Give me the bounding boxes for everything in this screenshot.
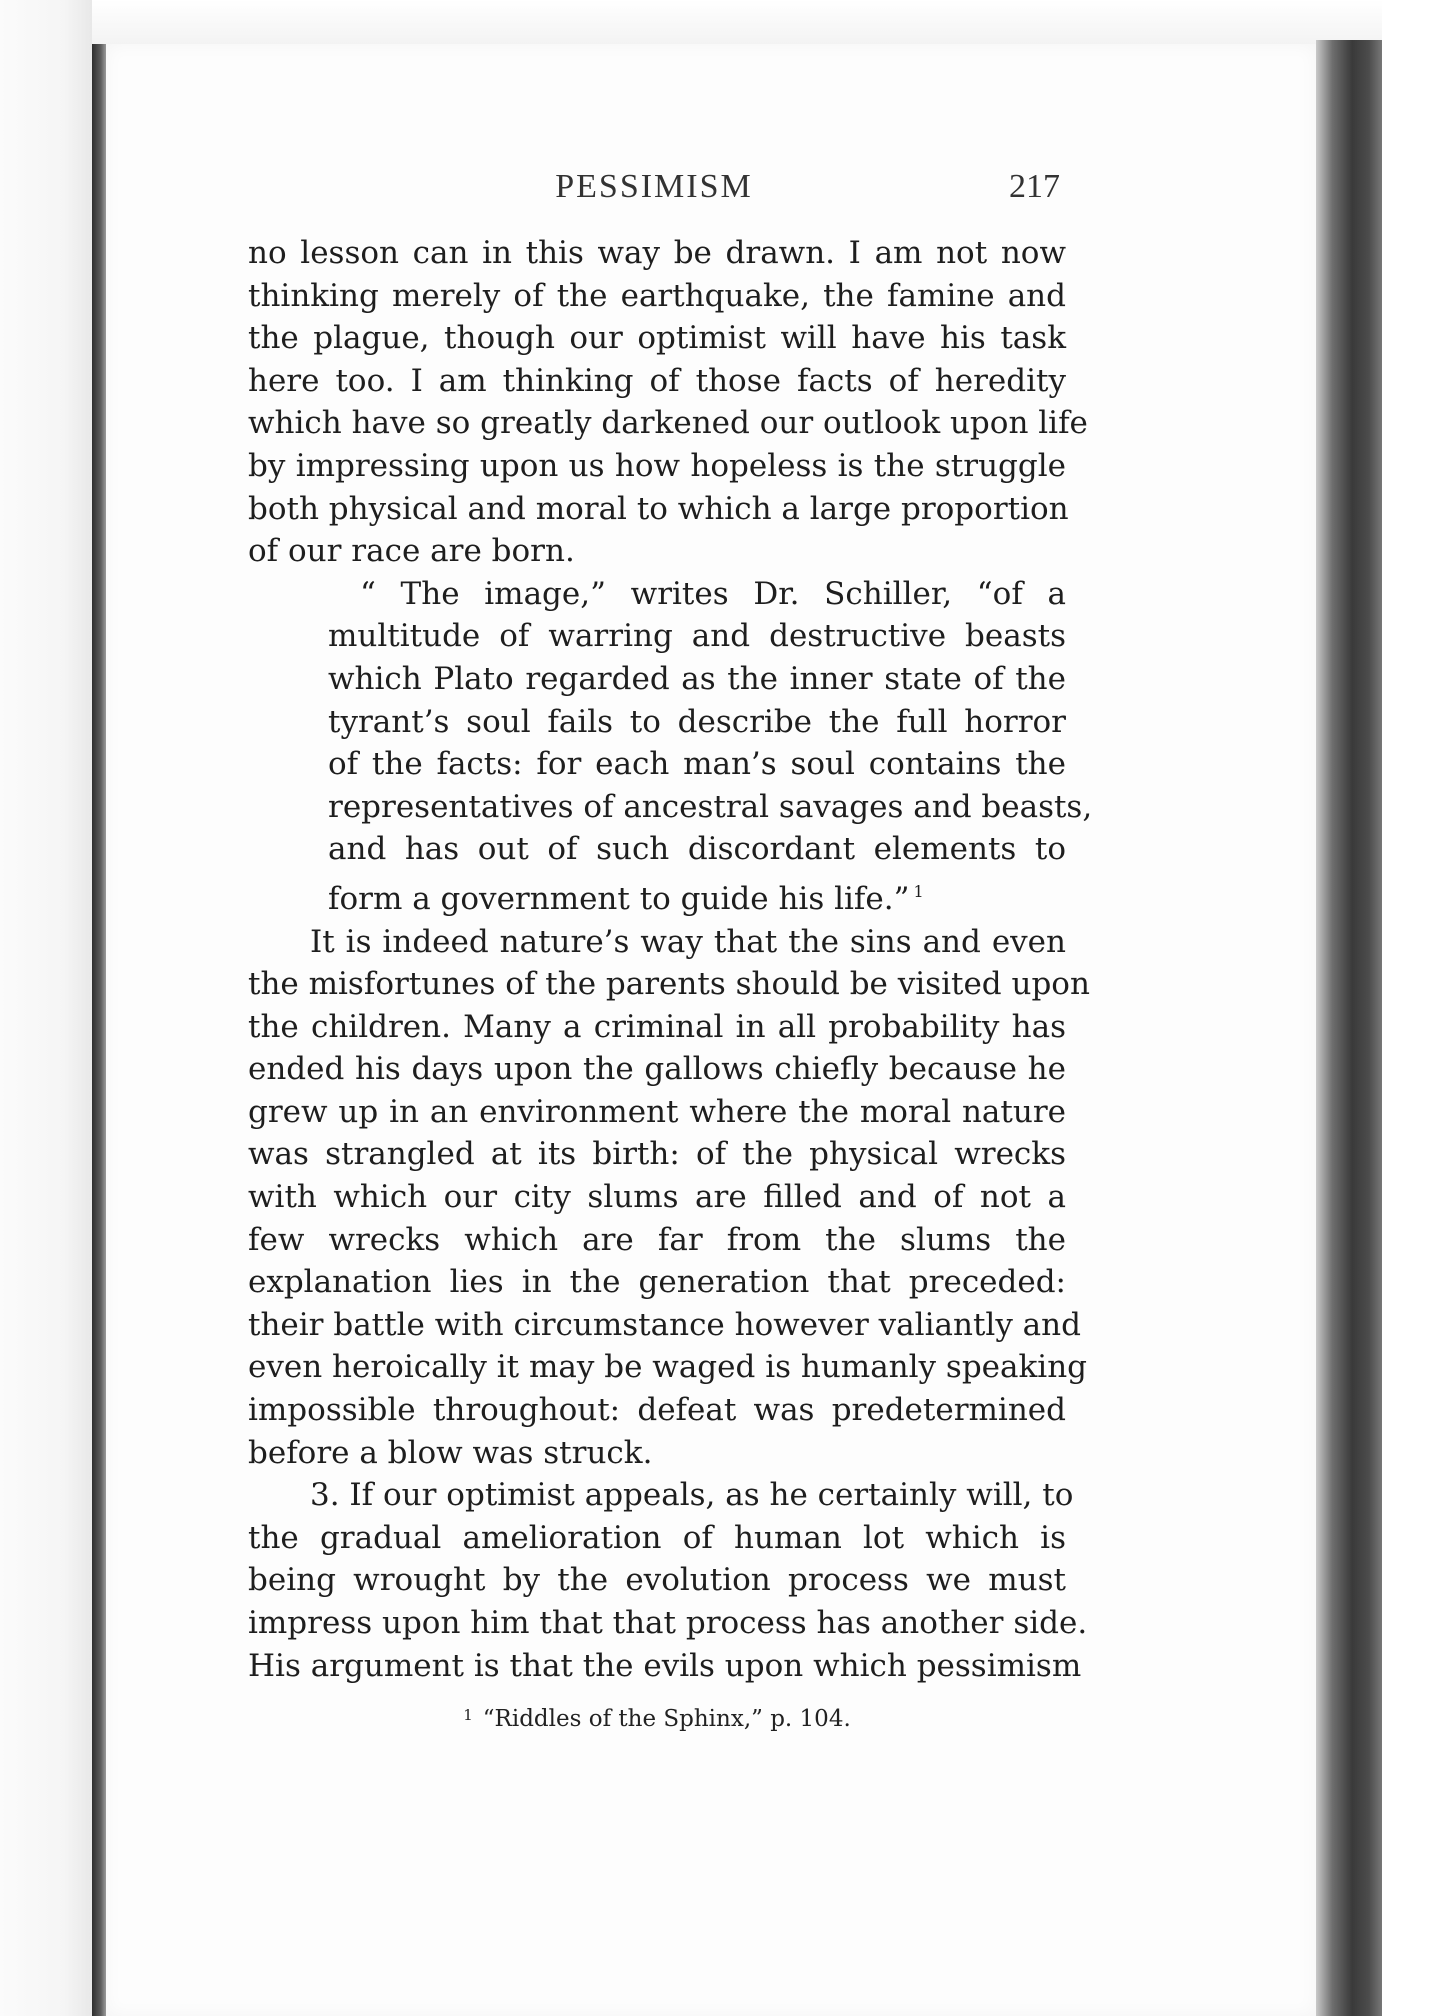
main-text — [248, 232, 1093, 1687]
text-line: before a blow was struck. — [248, 1434, 653, 1471]
footnote — [248, 1706, 1066, 1732]
paragraph-1 — [248, 232, 1088, 573]
text-line: the plague, though our optimist will have his task — [248, 320, 1066, 357]
block-quote — [248, 573, 1093, 921]
footnote-reference: 1 — [913, 881, 924, 901]
text-line: by impressing upon us how hopeless is the struggle — [248, 447, 1066, 484]
page-edges — [1316, 40, 1382, 2016]
quote-line: which Plato regarded as the inner state of the — [328, 660, 1066, 697]
footnote-text: “Riddles of the Sphinx,” p. 104. — [482, 1706, 851, 1732]
text-line: few wrecks which are far from the slums the — [248, 1221, 1066, 1258]
quote-line: “ The image,” writes Dr. Schiller, “of a — [360, 575, 1066, 612]
page-number: 217 — [1009, 168, 1060, 205]
text-line: grew up in an environment where the moral nature — [248, 1093, 1066, 1130]
text-line: It is indeed nature’s way that the sins and even — [310, 923, 1066, 960]
text-line: which have so greatly darkened our outlook upon life — [248, 405, 1088, 442]
text-line: the children. Many a criminal in all probability has — [248, 1008, 1066, 1045]
text-line: with which our city slums are filled and of not a — [248, 1179, 1066, 1216]
text-line: impress upon him that that process has another side. — [248, 1605, 1088, 1641]
text-line: the misfortunes of the parents should be visited upon — [248, 966, 1090, 1003]
scan-right-margin — [1382, 0, 1432, 2016]
text-line: here too. I am thinking of those facts of heredity — [248, 362, 1066, 399]
text-line: even heroically it may be waged is humanly speaking — [248, 1349, 1088, 1386]
page-header — [248, 168, 1060, 216]
text-line: ended his days upon the gallows chiefly because he — [248, 1051, 1066, 1088]
text-line: being wrought by the evolution process we must — [248, 1562, 1066, 1599]
text-line: the gradual amelioration of human lot which is — [248, 1519, 1066, 1556]
footnote-marker: 1 — [463, 1706, 473, 1724]
text-line: impossible throughout: defeat was predetermined — [248, 1392, 1066, 1429]
text-line: of our race are born. — [248, 533, 575, 570]
quote-line: tyrant’s soul fails to describe the full horror — [328, 703, 1066, 740]
paragraph-2 — [248, 921, 1090, 1475]
quote-last-line — [328, 871, 1066, 921]
quote-line: representatives of ancestral savages and beasts, — [328, 788, 1093, 825]
running-title: PESSIMISM — [555, 168, 753, 205]
text-line: thinking merely of the earthquake, the famine and — [248, 277, 1066, 314]
text-line: their battle with circumstance however valiantly and — [248, 1306, 1081, 1343]
quote-line: multitude of warring and destructive beasts — [328, 618, 1066, 655]
quote-line: form a government to guide his life.” — [328, 880, 910, 917]
text-line: 3. If our optimist appeals, as he certainly will, to — [310, 1477, 1074, 1514]
text-line: both physical and moral to which a large proportion — [248, 490, 1069, 527]
scan-top-margin — [92, 0, 1382, 44]
text-line: His argument is that the evils upon which pessimism — [248, 1647, 1082, 1684]
book-gutter — [92, 40, 106, 2016]
quote-line: of the facts: for each man’s soul contains the — [328, 746, 1066, 783]
text-line: no lesson can in this way be drawn. I am not now — [248, 235, 1066, 271]
text-line: was strangled at its birth: of the physical wrecks — [248, 1136, 1066, 1173]
quote-line: and has out of such discordant elements to — [328, 831, 1066, 868]
text-line: explanation lies in the generation that preceded: — [248, 1264, 1066, 1301]
paragraph-3 — [248, 1474, 1088, 1687]
scan-left-margin — [0, 0, 92, 2016]
